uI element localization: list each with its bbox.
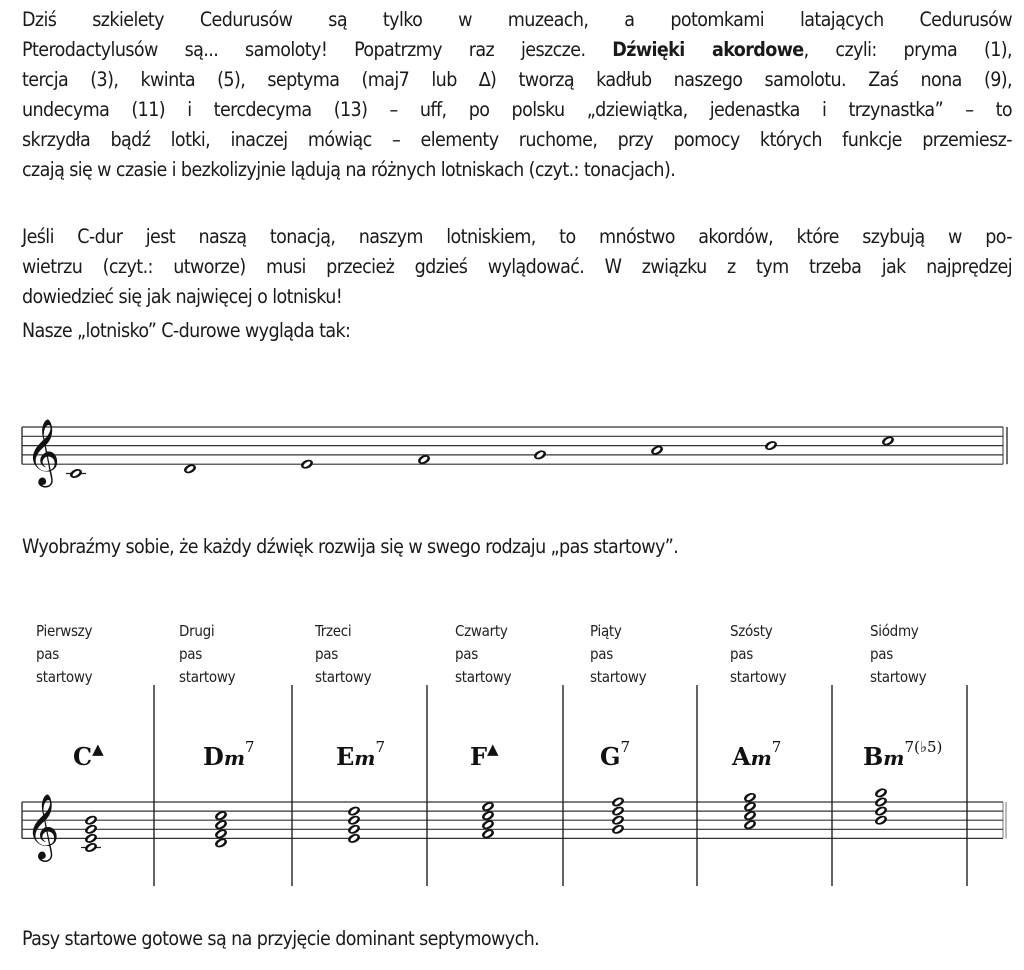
paragraph-line: Jeśli C-dur jest naszą tonacją, naszym lotniskiem, to mnóstwo akordów, które szybują w po- [22, 225, 1012, 248]
closing-text: Pasy startowe gotowe są na przyjęcie dominant septymowych. [22, 927, 540, 950]
chord-note-F5 [611, 796, 626, 808]
runway-label-line: pas [36, 645, 59, 663]
chord-symbol [863, 738, 943, 771]
runway-label [36, 620, 92, 689]
intro-line: Pterodactylusów są... samoloty! Popatrzmy raz jeszcze. Dźwięki akordowe, czyli: pryma (1), [22, 38, 1012, 61]
chord-note-D5 [874, 805, 889, 817]
chord-note-G4 [611, 823, 626, 835]
chord-note-G4 [84, 823, 99, 835]
chord-root: G [600, 742, 621, 771]
treble-clef-icon: 𝄞 [26, 794, 60, 860]
chord-note-B4 [347, 814, 362, 826]
scale-note-G4 [533, 449, 548, 461]
runway-label-line: Pierwszy [36, 622, 93, 640]
runway-label-line: pas [179, 645, 202, 663]
major-seventh-triangle-icon: ▲ [92, 740, 104, 758]
runway-label-line: pas [590, 645, 613, 663]
scale-intro-text: Nasze „lotnisko” C-durowe wygląda tak: [22, 319, 351, 342]
chord-note-C4 [84, 841, 99, 853]
chord-symbol [470, 742, 499, 771]
runway-label [179, 620, 235, 689]
chord-tones-term: Dźwięki akordowe [612, 38, 804, 61]
runway-label [730, 620, 786, 689]
chord-symbol [73, 742, 104, 771]
chord-root: C [73, 742, 93, 771]
chord-symbol [203, 738, 255, 771]
runway-label-line: startowy [455, 668, 512, 686]
intro-line: czają się w czasie i bezkolizyjnie lądują na różnych lotniskach (czyt.: tonacjach). [22, 158, 676, 181]
runway-label-line: startowy [870, 668, 927, 686]
chord-symbol [600, 738, 631, 771]
intro-line: Dziś szkielety Cedurusów są tylko w muzeach, a potomkami latających Cedurusów [22, 8, 1012, 31]
chord-symbol [336, 738, 386, 771]
chord-root: E [336, 742, 355, 771]
runway-label-line: pas [455, 645, 478, 663]
runway-label-line: Czwarty [455, 622, 508, 640]
runway-label [870, 620, 926, 689]
chord-extension: 7 [375, 738, 386, 756]
runway-label-line: startowy [179, 668, 236, 686]
chord-quality: m [750, 746, 772, 770]
paragraph-line: wietrzu (czyt.: utworze) musi przecież gdzieś wylądować. W związku z tym trzeba jak najprędzej [22, 255, 1012, 278]
runway-label [315, 620, 371, 689]
chord-note-A5 [874, 787, 889, 799]
chord-quality: m [223, 746, 245, 770]
chord-note-F5 [874, 796, 889, 808]
runway-label-line: startowy [730, 668, 787, 686]
runway-label-line: Drugi [179, 622, 215, 640]
scale-note-E4 [300, 458, 315, 470]
chord-extension: 7 [771, 738, 782, 756]
runway-label-line: startowy [36, 668, 93, 686]
chord-note-E4 [347, 832, 362, 844]
intro-line: tercja (3), kwinta (5), septyma (maj7 lub ∆) tworzą kadłub naszego samolotu. Zaś nona (9), [22, 68, 1012, 91]
chord-note-B4 [874, 814, 889, 826]
runway-label-line: pas [730, 645, 753, 663]
runway-label [590, 620, 646, 689]
chord-note-B4 [611, 814, 626, 826]
intro-line: undecyma (11) i tercdecyma (13) – uff, po polsku „dziewiątka, jedenastka i trzynastka” – to [22, 98, 1012, 121]
runway-label-line: pas [870, 645, 893, 663]
runway-label-line: Szósty [730, 622, 773, 640]
major-seventh-triangle-icon: ▲ [487, 740, 499, 758]
intro-line: skrzydła bądź lotki, inaczej mówiąc – elementy ruchome, przy pomocy których funkcje przemiesz- [22, 128, 1012, 151]
runway-label-line: startowy [590, 668, 647, 686]
chord-root: B [863, 742, 884, 771]
runway-label-line: Trzeci [315, 622, 352, 640]
chord-note-E4 [84, 832, 99, 844]
treble-clef-icon: 𝄞 [26, 417, 61, 486]
paragraph-line: dowiedzieć się jak najwięcej o lotnisku! [22, 285, 343, 308]
runway-label-line: Piąty [590, 622, 622, 640]
chord-root: F [470, 742, 488, 771]
runway-label-line: pas [315, 645, 338, 663]
chord-extension: 7 [620, 738, 631, 756]
chord-note-G4 [347, 823, 362, 835]
chord-quality: m [354, 746, 376, 770]
scale-note-B4 [764, 439, 779, 451]
runway-label [455, 620, 511, 689]
chord-extension: 7 [244, 738, 255, 756]
chord-note-D5 [347, 805, 362, 817]
runway-intro-text: Wyobraźmy sobie, że każdy dźwięk rozwija się w swego rodzaju „pas startowy”. [22, 535, 679, 558]
chord-note-B4 [84, 814, 99, 826]
chord-quality: m [883, 746, 905, 770]
chord-note-D5 [611, 805, 626, 817]
scale-note-C4 [69, 467, 84, 479]
chord-root: A [732, 742, 751, 771]
runway-label-line: startowy [315, 668, 372, 686]
runway-label-line: Siódmy [870, 622, 919, 640]
chord-symbol [732, 738, 782, 771]
chord-extension: 7(♭5) [904, 738, 943, 756]
chord-root: D [203, 742, 224, 771]
